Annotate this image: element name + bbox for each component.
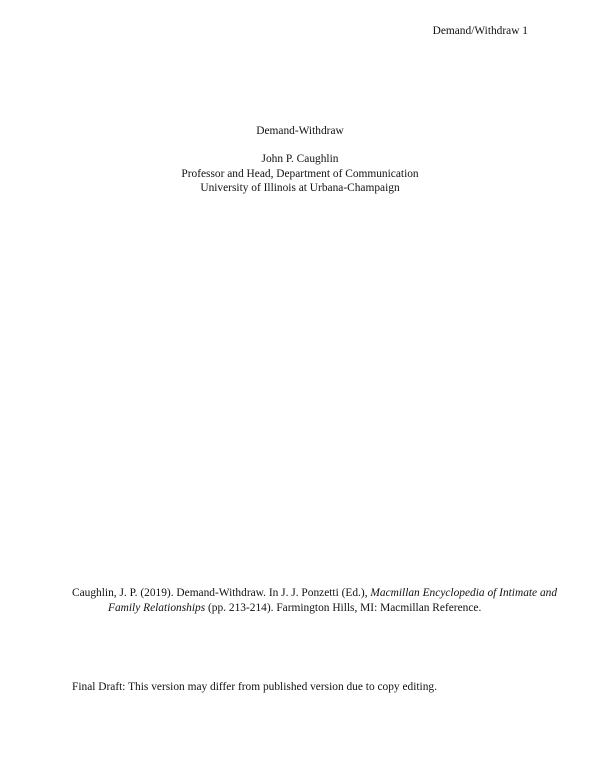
author-name: John P. Caughlin — [261, 152, 339, 165]
citation-book-title: Macmillan Encyclopedia of Intimate and Family Relationships — [108, 587, 558, 614]
document-title: Demand-Withdraw — [256, 125, 344, 137]
title-block — [0, 124, 600, 196]
citation — [72, 586, 560, 616]
running-head: Demand/Withdraw 1 — [432, 25, 528, 37]
final-draft-note: Final Draft: This version may differ from published version due to copy editing. — [72, 681, 437, 693]
author-position: Professor and Head, Department of Communication — [181, 167, 419, 180]
citation-text-end: (pp. 213-214). Farmington Hills, MI: Macmillan Reference. — [205, 601, 482, 614]
citation-text-start: Caughlin, J. P. (2019). Demand-Withdraw. In J. J. Ponzetti (Ed.), — [72, 587, 371, 599]
author-affiliation: University of Illinois at Urbana-Champaign — [200, 182, 400, 195]
